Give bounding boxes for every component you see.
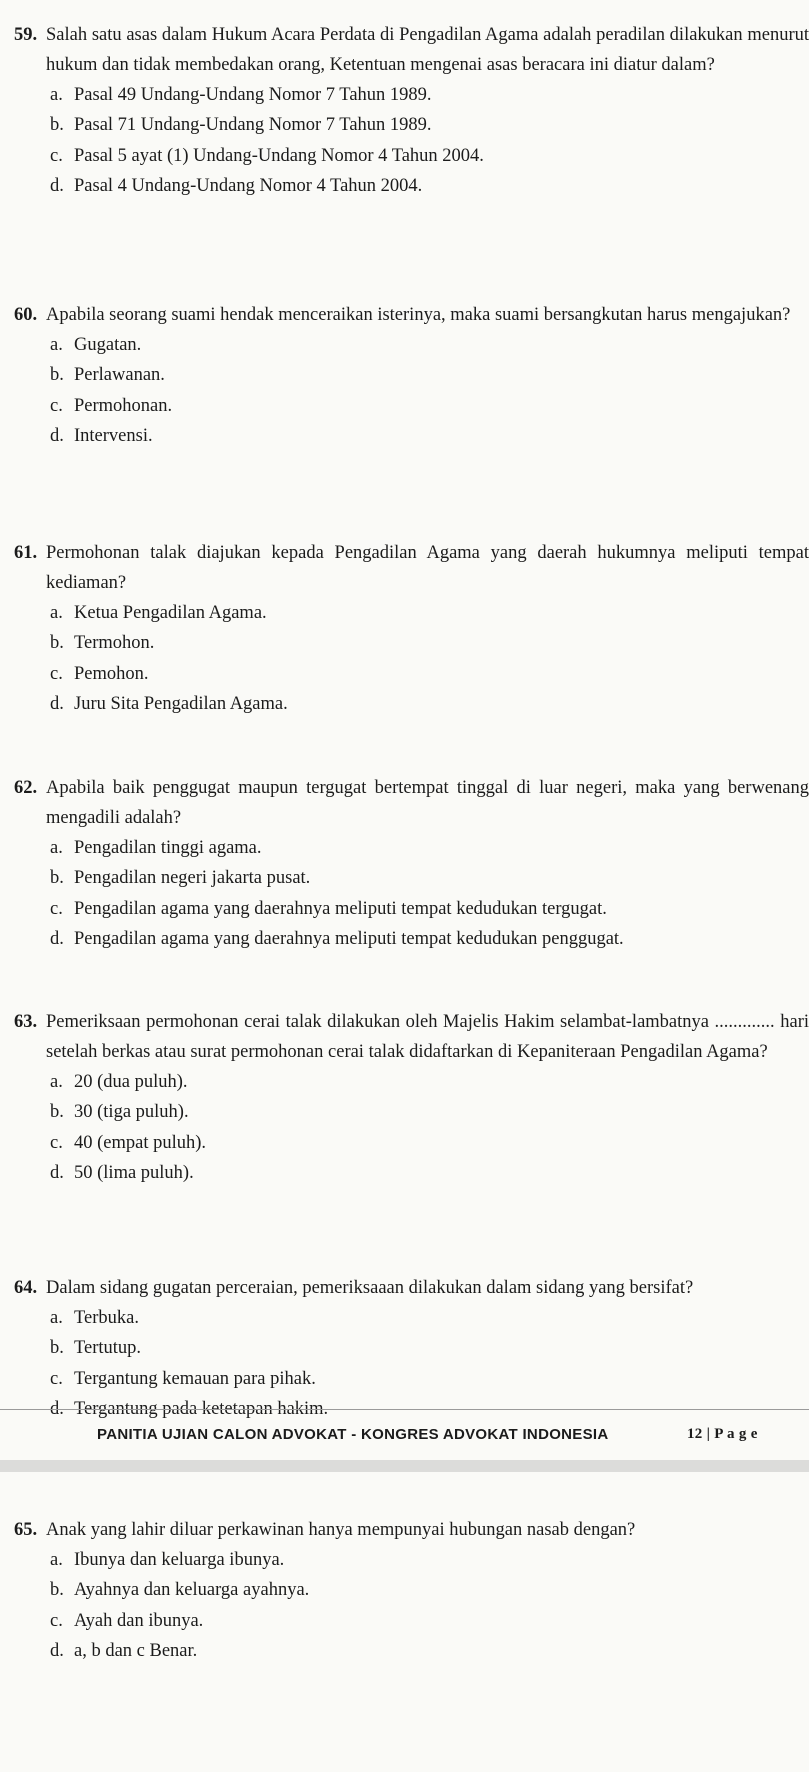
question-stem <box>14 1273 809 1303</box>
option-text: Terbuka. <box>74 1308 139 1328</box>
option-letter: c. <box>50 898 63 919</box>
option-b <box>50 628 809 658</box>
option-text: Termohon. <box>74 633 155 654</box>
option-text: 50 (lima puluh). <box>74 1163 194 1184</box>
option-a <box>50 330 809 360</box>
option-list <box>18 1545 809 1667</box>
option-text: Ibunya dan keluarga ibunya. <box>74 1550 285 1570</box>
option-letter: a. <box>50 1308 63 1328</box>
option-letter: a. <box>50 335 63 355</box>
option-d <box>50 1636 809 1666</box>
option-d <box>50 689 809 719</box>
option-text: Perlawanan. <box>74 365 165 386</box>
footer-title: PANITIA UJIAN CALON ADVOKAT - KONGRES ADVOKAT INDONESIA <box>97 1426 609 1443</box>
option-d <box>50 924 809 954</box>
option-a <box>50 80 809 110</box>
option-letter: b. <box>50 1580 64 1601</box>
question-stem <box>14 538 809 598</box>
option-b <box>50 1333 809 1363</box>
question-number: 62. <box>14 778 38 798</box>
option-letter: a. <box>50 1072 63 1092</box>
option-text: Intervensi. <box>74 426 153 447</box>
question-stem <box>14 773 809 833</box>
option-letter: c. <box>50 145 63 166</box>
question-text: Salah satu asas dalam Hukum Acara Perdata di Pengadilan Agama adalah peradilan dilakukan menurut hukum dan tidak membedakan orang, Ketentuan mengenai asas beracara ini diatur dalam? <box>46 25 809 75</box>
option-text: a, b dan c Benar. <box>74 1641 198 1662</box>
option-d <box>50 421 809 451</box>
question-number: 60. <box>14 305 38 325</box>
option-c <box>50 141 809 171</box>
question-number: 59. <box>14 25 38 45</box>
option-letter: d. <box>50 426 64 447</box>
question-61 <box>14 538 809 720</box>
question-text: Anak yang lahir diluar perkawinan hanya mempunyai hubungan nasab dengan? <box>46 1520 636 1540</box>
option-list <box>18 598 809 720</box>
question-stem <box>14 20 809 80</box>
option-text: Tertutup. <box>74 1338 142 1359</box>
option-letter: d. <box>50 1163 64 1184</box>
question-62 <box>14 773 809 955</box>
option-c <box>50 894 809 924</box>
option-text: Permohonan. <box>74 395 173 416</box>
option-letter: b. <box>50 868 64 889</box>
question-text: Permohonan talak diajukan kepada Pengadilan Agama yang daerah hukumnya meliputi tempat kediaman? <box>46 543 809 593</box>
option-letter: c. <box>50 395 63 416</box>
question-text: Apabila seorang suami hendak menceraikan isterinya, maka suami bersangkutan harus mengajukan? <box>46 305 791 325</box>
question-stem <box>14 300 809 330</box>
question-stem <box>14 1007 809 1067</box>
question-text: Pemeriksaan permohonan cerai talak dilakukan oleh Majelis Hakim selambat-lambatnya ............. hari setelah berkas atau surat permohonan cerai talak didaftarkan di Kepaniteraan Pengadilan Agama? <box>46 1012 809 1062</box>
question-65 <box>14 1515 809 1667</box>
option-list <box>18 1303 809 1425</box>
option-text: Pengadilan negeri jakarta pusat. <box>74 868 311 889</box>
page-break <box>0 1460 809 1472</box>
option-c <box>50 659 809 689</box>
option-letter: a. <box>50 603 63 623</box>
option-d <box>50 1158 809 1188</box>
option-letter: b. <box>50 365 64 386</box>
question-text: Dalam sidang gugatan perceraian, pemeriksaaan dilakukan dalam sidang yang bersifat? <box>46 1278 694 1298</box>
option-text: Ayahnya dan keluarga ayahnya. <box>74 1580 310 1601</box>
option-text: Pasal 4 Undang-Undang Nomor 4 Tahun 2004. <box>74 176 423 197</box>
option-letter: c. <box>50 1132 63 1153</box>
option-c <box>50 391 809 421</box>
option-text: 40 (empat puluh). <box>74 1132 207 1153</box>
option-b <box>50 1097 809 1127</box>
option-text: 30 (tiga puluh). <box>74 1102 189 1123</box>
option-letter: c. <box>50 1368 63 1389</box>
option-list <box>18 80 809 202</box>
option-letter: d. <box>50 176 64 197</box>
option-text: Pengadilan agama yang daerahnya meliputi tempat kedudukan tergugat. <box>74 898 607 919</box>
option-letter: a. <box>50 838 63 858</box>
option-text: Tergantung pada ketetapan hakim. <box>74 1399 329 1420</box>
option-list <box>18 330 809 452</box>
option-text: Tergantung kemauan para pihak. <box>74 1368 316 1389</box>
option-letter: b. <box>50 633 64 654</box>
question-59 <box>14 20 809 202</box>
option-letter: d. <box>50 694 64 715</box>
option-letter: b. <box>50 1102 64 1123</box>
option-text: Ayah dan ibunya. <box>74 1610 204 1631</box>
option-a <box>50 1545 809 1575</box>
option-text: Pasal 5 ayat (1) Undang-Undang Nomor 4 Tahun 2004. <box>74 145 484 166</box>
option-text: 20 (dua puluh). <box>74 1072 188 1092</box>
option-b <box>50 110 809 140</box>
option-b <box>50 360 809 390</box>
option-d <box>50 171 809 201</box>
option-letter: c. <box>50 1610 63 1631</box>
option-list <box>18 1067 809 1189</box>
question-number: 65. <box>14 1520 38 1540</box>
option-letter: c. <box>50 663 63 684</box>
question-60 <box>14 300 809 452</box>
option-b <box>50 863 809 893</box>
question-number: 61. <box>14 543 38 563</box>
option-c <box>50 1606 809 1636</box>
option-a <box>50 833 809 863</box>
option-text: Pasal 49 Undang-Undang Nomor 7 Tahun 1989. <box>74 85 432 105</box>
question-number: 63. <box>14 1012 38 1032</box>
option-letter: d. <box>50 1399 64 1420</box>
option-letter: a. <box>50 85 63 105</box>
option-c <box>50 1364 809 1394</box>
question-64 <box>14 1273 809 1425</box>
option-a <box>50 598 809 628</box>
page-number: 12 | P a g e <box>687 1426 758 1442</box>
option-letter: b. <box>50 1338 64 1359</box>
option-text: Ketua Pengadilan Agama. <box>74 603 267 623</box>
option-text: Pengadilan tinggi agama. <box>74 838 262 858</box>
option-b <box>50 1575 809 1605</box>
option-c <box>50 1128 809 1158</box>
option-text: Juru Sita Pengadilan Agama. <box>74 694 288 715</box>
option-letter: d. <box>50 929 64 950</box>
option-text: Gugatan. <box>74 335 142 355</box>
option-list <box>18 833 809 955</box>
question-stem <box>14 1515 809 1545</box>
question-text: Apabila baik penggugat maupun tergugat bertempat tinggal di luar negeri, maka yang berwenang mengadili adalah? <box>46 778 809 828</box>
question-number: 64. <box>14 1278 38 1298</box>
option-text: Pasal 71 Undang-Undang Nomor 7 Tahun 1989. <box>74 115 432 136</box>
option-text: Pemohon. <box>74 663 149 684</box>
option-a <box>50 1303 809 1333</box>
option-letter: d. <box>50 1641 64 1662</box>
option-letter: a. <box>50 1550 63 1570</box>
option-letter: b. <box>50 115 64 136</box>
option-a <box>50 1067 809 1097</box>
option-text: Pengadilan agama yang daerahnya meliputi tempat kedudukan penggugat. <box>74 929 624 950</box>
question-63 <box>14 1007 809 1189</box>
